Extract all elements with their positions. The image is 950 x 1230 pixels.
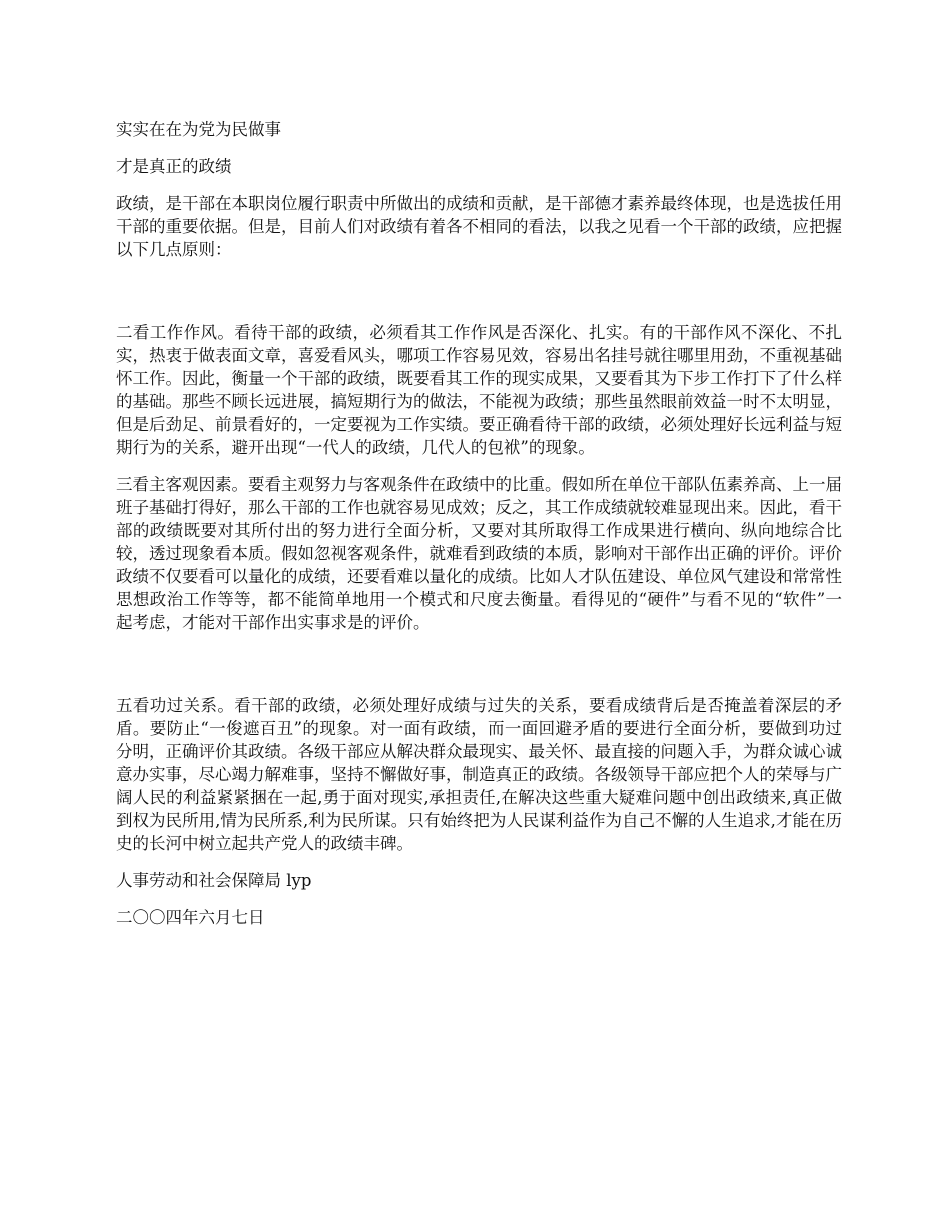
section-work-style: 二看工作作风。看待干部的政绩，必须看其工作作风是否深化、扎实。有的干部作风不深化、不扎实，热衷于做表面文章，喜爱看风头，哪项工作容易见效，容易出名挂号就往哪里用劲，不重视基础怀工作。因此，衡量一个干部的政绩，既要看其工作的现实成果，又要看其为下步工作打下了什么样的基础。那些不顾长远进展，搞短期行为的做法，不能视为政绩；那些虽然眼前效益一时不太明显，但是后劲足、前景看好的，一定要视为工作实绩。要正确看待干部的政绩，必须处理好长远利益与短期行为的关系，避开出现“一代人的政绩，几代人的包袱”的现象。	[116, 323, 842, 457]
title-line-1: 实实在在为党为民做事	[116, 120, 281, 139]
intro-paragraph: 政绩，是干部在本职岗位履行职责中所做出的成绩和贡献，是干部德才素养最终体现，也是选拔任用干部的重要依据。但是，目前人们对政绩有着各不相同的看法，以我之见看一个干部的政绩，应把握以下几点原则：	[116, 194, 842, 259]
title-line-2: 才是真正的政绩	[116, 157, 232, 176]
spacer	[116, 892, 842, 906]
spacer	[116, 141, 842, 155]
spacer	[116, 634, 842, 694]
spacer	[116, 178, 842, 192]
document-body	[116, 118, 842, 929]
spacer	[116, 855, 842, 869]
date-line: 二〇〇四年六月七日	[116, 908, 265, 927]
author-line: 人事劳动和社会保障局 lyp	[116, 871, 312, 890]
section-subjective-objective: 三看主客观因素。要看主观努力与客观条件在政绩中的比重。假如所在单位干部队伍素养高、上一届班子基础打得好，那么干部的工作也就容易见成效；反之，其工作成绩就较难显现出来。因此，看干部的政绩既要对其所付出的努力进行全面分析，又要对其所取得工作成果进行横向、纵向地综合比较，透过现象看本质。假如忽视客观条件，就难看到政绩的本质，影响对干部作出正确的评价。评价政绩不仅要看可以量化的成绩，还要看难以量化的成绩。比如人才队伍建设、单位风气建设和常常性思想政治工作等等，都不能简单地用一个模式和尺度去衡量。看得见的“硬件”与看不见的“软件”一起考虑，才能对干部作出实事求是的评价。	[116, 475, 842, 632]
section-merits-faults: 五看功过关系。看干部的政绩，必须处理好成绩与过失的关系，要看成绩背后是否掩盖着深层的矛盾。要防止“一俊遮百丑”的现象。对一面有政绩，而一面回避矛盾的要进行全面分析，要做到功过分明，正确评价其政绩。各级干部应从解决群众最现实、最关怀、最直接的问题入手，为群众诚心诚意办实事，尽心竭力解难事，坚持不懈做好事，制造真正的政绩。各级领导干部应把个人的荣辱与广阔人民的利益紧紧捆在一起,勇于面对现实,承担责任,在解决这些重大疑难问题中创出政绩来,真正做到权为民所用,情为民所系,利为民所谋。只有始终把为人民谋利益作为自己不懈的人生追求,才能在历史的长河中树立起共产党人的政绩丰碑。	[116, 696, 842, 853]
spacer	[116, 459, 842, 473]
spacer	[116, 261, 842, 321]
